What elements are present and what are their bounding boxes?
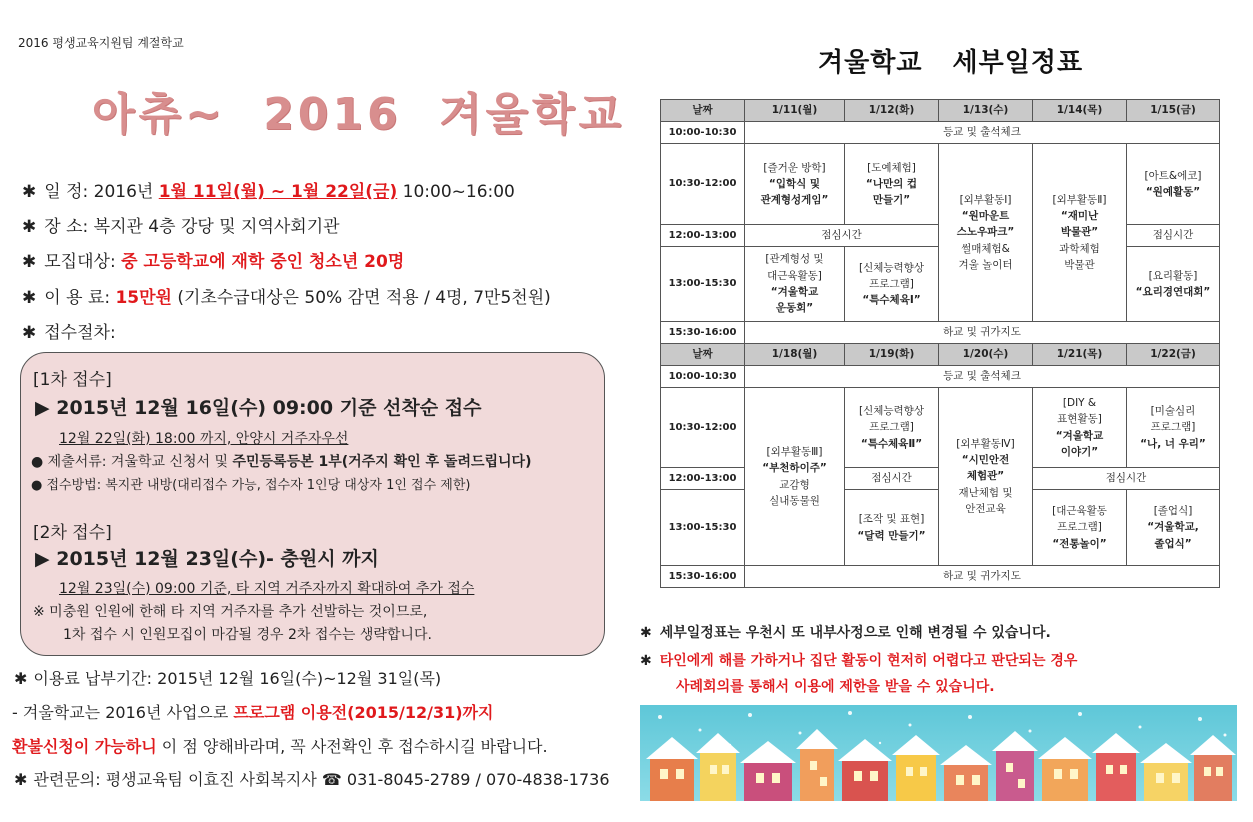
cell-text: [관계형성 및 [765,253,824,266]
cell-text: “원예활동” [1145,186,1201,198]
cell-text: “재미난 [1060,210,1099,223]
header-cell: 날짜 [661,344,745,366]
cell-text: “달력 만들기” [857,529,926,542]
cell-text: [도예체험] [867,161,916,174]
info-schedule [22,177,515,202]
cell-text: “특수체육Ⅱ” [860,437,923,450]
header-cell: 1/20(수) [939,344,1033,366]
cell-text: “겨울학교, [1147,521,1199,534]
cell-text: [외부활동Ⅰ] [959,193,1012,206]
asterisk-icon: ✱ [22,323,37,343]
table-row [661,366,1220,388]
header-cell: 1/21(목) [1033,344,1127,366]
header-cell: 1/19(화) [845,344,939,366]
docs-line [31,451,531,471]
info-procedure [22,318,116,343]
cell-text: [외부활동Ⅱ] [1052,193,1107,206]
asterisk-icon: ✱ [22,288,37,308]
schedule-table [660,99,1220,588]
note-change-text: 세부일정표는 우천시 또 내부사정으로 인해 변경될 수 있습니다. [659,625,1051,641]
time-cell: 10:30-12:00 [661,144,745,225]
time-cell: 12:00-13:00 [661,225,745,247]
cell-text: 이야기” [1060,445,1099,458]
info-schedule-label: 일 정: [44,182,89,202]
cell-text: “요리경연대회” [1135,286,1211,298]
header-cell: 1/18(월) [745,344,845,366]
cell-text: [조작 및 표현] [858,513,925,526]
program-cell [845,490,939,566]
pay-period-text: 이용료 납부기간: 2015년 12월 16일(수)~12월 31일(목) [33,669,442,688]
winter-village-svg [640,705,1237,808]
program-cell [939,388,1033,566]
cell-text: “겨울학교 [1055,429,1104,442]
lunch-cell: 점심시간 [845,468,939,490]
table-row [661,388,1220,468]
info-place-text: 복지관 4층 강당 및 지역사회기관 [93,217,340,237]
header-cell: 1/13(수) [939,100,1033,122]
program-cell [845,247,939,322]
cell-text: [졸업식] [1153,505,1193,518]
header-cell: 1/12(화) [845,100,939,122]
time-cell: 15:30-16:00 [661,322,745,344]
header-cell: 1/15(금) [1127,100,1220,122]
round2-sub: 12월 23일(수) 09:00 기준, 타 지역 거주자까지 확대하여 추가 접수 [59,581,475,597]
header-cell: 1/22(금) [1127,344,1220,366]
cell-text: [미술심리 [1150,405,1196,418]
pay-period [14,666,441,689]
lunch-cell: 점심시간 [1033,468,1220,490]
program-cell [1033,388,1127,468]
header-cell: 날짜 [661,100,745,122]
refund2-post: 이 점 양해바라며, 꼭 사전확인 후 접수하시길 바랍니다. [156,737,548,756]
asterisk-icon: ✱ [22,217,37,237]
note-restrict [640,650,1077,670]
info-fee-label: 이 용 료: [44,288,111,308]
cell-text: 썰매체험& [961,242,1010,255]
table-row [661,322,1220,344]
contact-line [14,767,610,790]
note-restrict-2: 사례회의를 통해서 이용에 제한을 받을 수 있습니다. [676,679,995,695]
asterisk-icon: ✱ [14,770,28,789]
cell-text: “전통놀이” [1052,537,1107,550]
program-cell [939,144,1033,322]
info-procedure-label: 접수절차: [44,323,116,343]
program-cell [745,144,845,225]
info-schedule-pre: 2016년 [93,182,159,202]
table-row [661,122,1220,144]
cell-text: [외부활동Ⅲ] [766,445,823,458]
info-fee-amount: 15만원 [115,288,172,308]
time-cell: 10:00-10:30 [661,122,745,144]
cell-text: 박물관” [1060,226,1099,239]
note-change [640,622,1051,642]
dismiss-cell: 하교 및 귀가지도 [745,566,1220,588]
info-place [22,212,340,237]
info-target [22,247,404,272]
contact-text: 관련문의: 평생교육팀 이효진 사회복지사 ☎ 031-8045-2789 / 070-4838-1736 [33,770,610,789]
asterisk-icon: ✱ [640,653,652,669]
cell-text: [신체능력향상 [859,405,924,418]
cell-text: [외부활동Ⅳ] [956,437,1015,450]
cell-text: [DIY & [1062,396,1097,409]
cell-text: 프로그램] [1150,421,1196,434]
cell-text: 스노우파크” [956,226,1015,239]
refund-red: 프로그램 이용전(2015/12/31)까지 [233,703,494,722]
program-cell [1033,490,1127,566]
cell-text: “부천하이주” [762,462,827,475]
cell-text: “원마운트 [961,210,1010,223]
method-line: ● 접수방법: 복지관 내방(대리접수 가능, 접수자 1인당 대상자 1인 접수 제한) [31,478,471,493]
time-cell: 15:30-16:00 [661,566,745,588]
cell-text: “겨울학교 [770,286,819,298]
info-target-text: 중 고등학교에 재학 중인 청소년 20명 [121,252,405,272]
round2-head: [2차 접수] [33,523,112,543]
program-cell [745,388,845,566]
lunch-cell: 점심시간 [1127,225,1220,247]
program-cell [745,247,845,322]
table-header-row [661,100,1220,122]
asterisk-icon: ✱ [14,669,28,688]
time-cell: 13:00-15:30 [661,247,745,322]
cell-text: 과학체험 [1059,242,1100,255]
cell-text: “입학식 및 [768,177,821,190]
time-cell: 10:00-10:30 [661,366,745,388]
checkin-cell: 등교 및 출석체크 [745,366,1220,388]
round1-main: ▶ 2015년 12월 16일(수) 09:00 기준 선착순 접수 [35,397,482,419]
lunch-cell: 점심시간 [745,225,939,247]
time-cell: 12:00-13:00 [661,468,745,490]
cell-text: “시민안전 [961,454,1010,467]
program-cell [1127,247,1220,322]
refund-line2 [12,734,548,757]
cell-text: 프로그램] [1057,521,1102,534]
cell-text: 교감형 [779,478,810,491]
program-cell [1127,490,1220,566]
cell-text: [요리활동] [1148,269,1198,282]
asterisk-icon: ✱ [22,182,37,202]
cell-text: 프로그램] [869,421,914,434]
header-cell: 1/11(월) [745,100,845,122]
cell-text: 박물관 [1064,258,1095,271]
cell-text: “나, 너 우리” [1140,437,1206,450]
cell-text: [즐거운 방학] [763,161,826,174]
program-cell [1127,144,1220,225]
asterisk-icon: ✱ [640,625,652,641]
cell-text: 재난체험 및 [958,486,1013,499]
cell-text: [신체능력향상 [859,261,924,274]
time-cell: 10:30-12:00 [661,388,745,468]
cell-text: 대근육활동] [767,269,822,282]
dismiss-cell: 하교 및 귀가지도 [745,322,1220,344]
round2-main: ▶ 2015년 12월 23일(수)- 충원시 까지 [35,548,379,570]
cell-text: 안전교육 [965,502,1006,515]
info-place-label: 장 소: [44,217,89,237]
round1-head: [1차 접수] [33,370,112,390]
table-header-row [661,344,1220,366]
cell-text: “나만의 컵 [865,177,918,190]
cell-text: [대근육활동 [1052,505,1107,518]
info-fee-note: (기초수급대상은 50% 감면 적용 / 4명, 7만5천원) [171,288,551,308]
cell-text: 실내동물원 [769,494,820,507]
cell-text: 관계형성게임” [760,194,829,207]
program-cell [845,144,939,225]
cell-text: [아트&에코] [1144,169,1202,182]
winter-village-illustration [640,705,1237,808]
refund-pre: - 겨울학교는 2016년 사업으로 [12,703,234,722]
info-schedule-time: 10:00~16:00 [397,182,515,202]
cell-text: 운동회” [775,302,814,315]
cell-text: 졸업식” [1154,537,1192,550]
round2-note2: 1차 접수 시 인원모집이 마감될 경우 2차 접수는 생략합니다. [63,627,432,643]
apply-box [20,352,605,656]
docs-bold: 주민등록등본 1부(거주지 확인 후 돌려드립니다) [232,454,532,470]
org-line: 2016 평생교육지원팀 계절학교 [18,36,184,50]
note-restrict-text: 타인에게 해를 가하거나 집단 활동이 현저히 어렵다고 판단되는 경우 [659,653,1078,669]
cell-text: “특수체육Ⅰ” [862,294,921,307]
table-row [661,566,1220,588]
docs-pre: ● 제출서류: 겨울학교 신청서 및 [31,454,233,470]
header-cell: 1/14(목) [1033,100,1127,122]
cell-text: 체험관” [966,470,1005,483]
cell-text: 만들기” [872,194,911,207]
cell-text: 프로그램] [869,277,914,290]
refund-line1 [12,700,493,723]
asterisk-icon: ✱ [22,252,37,272]
info-schedule-dates: 1월 11일(월) ~ 1월 22일(금) [158,182,398,202]
schedule-title: 겨울학교 세부일정표 [818,48,1084,78]
time-cell: 13:00-15:30 [661,490,745,566]
refund2-red: 환불신청이 가능하니 [12,737,157,756]
cell-text: 겨울 놀이터 [958,258,1013,271]
program-cell [1033,144,1127,322]
checkin-cell: 등교 및 출석체크 [745,122,1220,144]
program-cell [1127,388,1220,468]
cell-text: 표현활동] [1057,413,1102,426]
table-row [661,144,1220,225]
round1-sub: 12월 22일(화) 18:00 까지, 안양시 거주자우선 [59,431,349,447]
program-cell [845,388,939,468]
info-target-label: 모집대상: [44,252,116,272]
round2-note1: ※ 미충원 인원에 한해 타 지역 거주자를 추가 선발하는 것이므로, [33,604,428,620]
info-fee [22,283,551,308]
main-title: 아츄~ 2016 겨울학교 [92,89,625,140]
